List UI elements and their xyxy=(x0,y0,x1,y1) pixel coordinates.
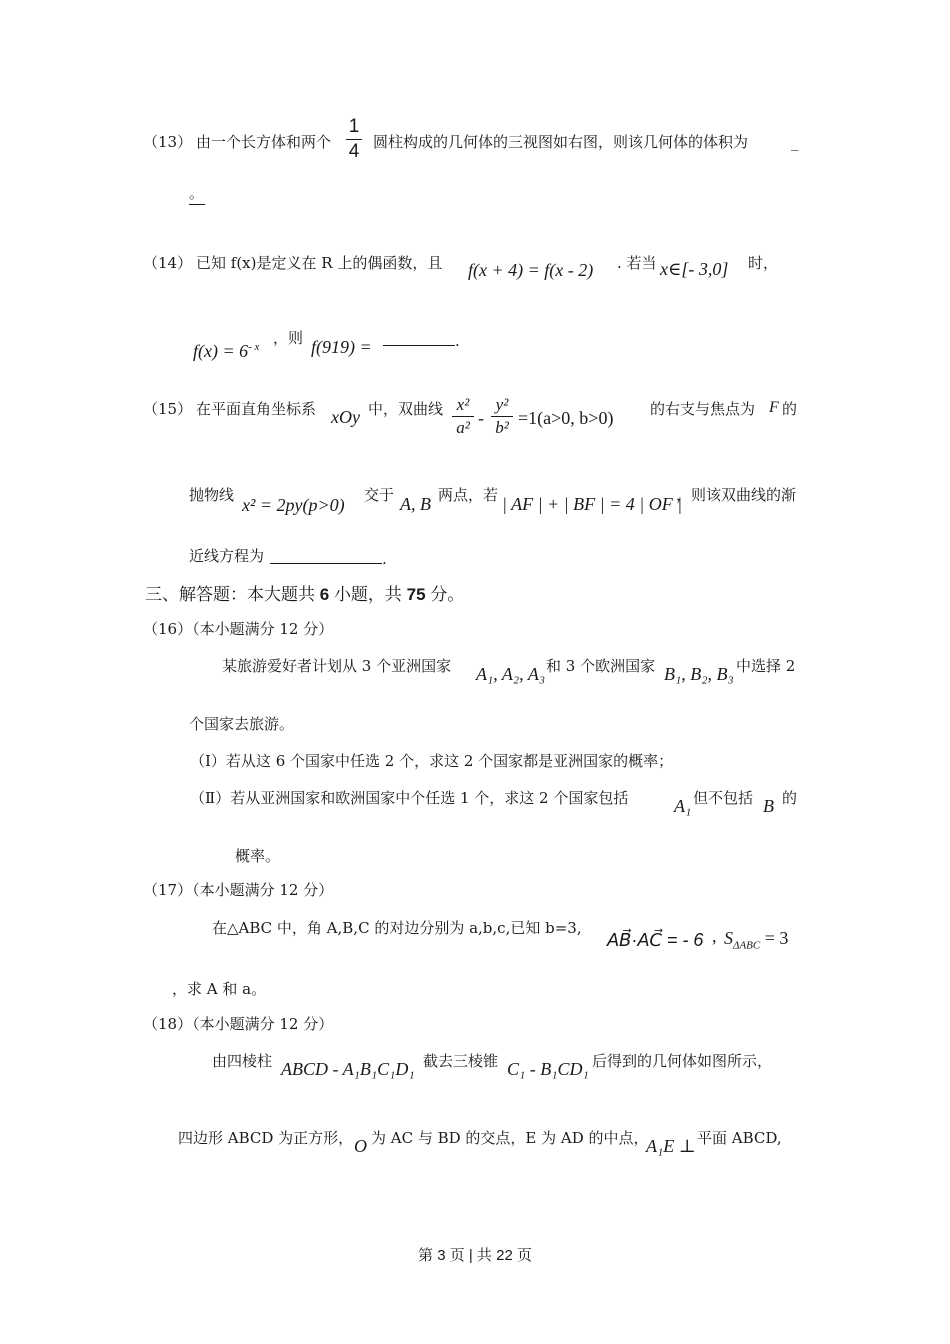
q18-heading: （18）（本小题满分 12 分） xyxy=(143,1015,334,1033)
q16-text-2: 和 3 个欧洲国家 xyxy=(546,657,656,675)
section-3-title-c: 分。 xyxy=(430,585,465,604)
q15-text-3: 的右支与焦点为 xyxy=(650,400,756,418)
q15-fy-bar xyxy=(491,416,513,417)
q14-answer-line xyxy=(383,330,460,352)
q14-math-4: f(919) = xyxy=(311,337,372,357)
q15-math-F: F xyxy=(769,399,779,416)
q16-part-2-A1: A₁ xyxy=(674,796,692,816)
footer-c: 页 xyxy=(516,1247,532,1264)
q16-part-2b: 但不包括 xyxy=(693,789,754,807)
q15-number: （15） xyxy=(143,400,193,418)
q15-fraction-y xyxy=(491,395,513,438)
q16-heading: （16）（本小题满分 12 分） xyxy=(143,620,334,638)
q15-text-6: 两点，若 xyxy=(438,486,499,504)
section-3-title-b: 小题，共 xyxy=(333,585,402,604)
q16-part-2d: 概率。 xyxy=(235,847,281,865)
q14-math-3-base: f(x) = 6 xyxy=(193,341,249,361)
q18-text-6: 平面 ABCD, xyxy=(697,1129,782,1147)
q18-text-3: 后得到的几何体如图所示， xyxy=(592,1052,773,1070)
q18-text-5: 为 AC 与 BD 的交点，E 为 AD 的中点， xyxy=(371,1129,649,1147)
q15-fy-den: b² xyxy=(495,418,509,437)
q14-math-1: f(x + 4) = f(x - 2) xyxy=(468,260,594,280)
q17-area-val: = 3 xyxy=(764,928,789,948)
q18-math-O: O xyxy=(354,1136,367,1156)
q14-number: （14） xyxy=(143,254,193,272)
q15-math-AB: A, B xyxy=(400,494,431,514)
q16-part-1: （Ⅰ）若从这 6 个国家中任选 2 个，求这 2 个国家都是亚洲国家的概率； xyxy=(190,752,674,770)
q14-answer-blank xyxy=(383,335,455,346)
q13-text-2: 圆柱构成的几何体的三视图如右图，则该几何体的体积为 xyxy=(373,133,749,151)
q15-fraction-x xyxy=(452,395,474,438)
q15-fx-num: x² xyxy=(456,395,470,414)
q16-part-2a: （Ⅱ）若从亚洲国家和欧洲国家中个任选 1 个，求这 2 个国家包括 xyxy=(190,789,629,807)
q13-answer-blank xyxy=(189,182,205,205)
footer-b: 页 | 共 xyxy=(449,1247,492,1264)
q15-math-parabola: x² = 2py(p>0) xyxy=(242,495,345,515)
section-3-title-a: 三、解答题：本大题共 xyxy=(145,585,315,604)
q14-text-1: 已知 f(x)是定义在 R 上的偶函数，且 xyxy=(196,254,443,272)
q15-answer-blank xyxy=(270,545,382,564)
q18-math-prism: ABCD - A₁B₁C₁D₁ xyxy=(281,1059,415,1079)
q13-number: （13） xyxy=(143,133,193,151)
q17-text-1: 在△ABC 中，角 A,B,C 的对边分别为 a,b,c,已知 b=3, xyxy=(212,919,582,937)
q15-answer-line xyxy=(270,545,387,570)
q18-text-2: 截去三棱锥 xyxy=(423,1052,499,1070)
q13-tail xyxy=(189,182,205,205)
q13-fraction xyxy=(346,116,362,163)
q14-text-3: 时， xyxy=(748,254,779,272)
q17-sep: , xyxy=(712,926,717,946)
section-3-title xyxy=(145,580,464,605)
q16-set-A: A₁, A₂, A₃ xyxy=(476,664,546,684)
q15-text-4: 抛物线 xyxy=(189,486,235,504)
q14-tail: . xyxy=(455,332,460,350)
q15-text-1: 在平面直角坐标系 xyxy=(196,400,317,418)
q13-frac-bar xyxy=(346,139,362,140)
q14-text-4: ，则 xyxy=(273,329,304,347)
q16-set-B: B₁, B₂, B₃ xyxy=(664,664,734,684)
q15-math-xoy: xOy xyxy=(331,407,360,427)
q13-blank-end: _ xyxy=(791,133,799,151)
q14-math-3 xyxy=(193,335,259,363)
q16-part-2c: 的 xyxy=(782,789,798,807)
q16-text-4: 个国家去旅游。 xyxy=(189,715,295,733)
footer-page: 3 xyxy=(437,1247,446,1264)
q15-text-7: ，则该双曲线的渐 xyxy=(676,486,797,504)
q14-math-3-exp: - x xyxy=(248,341,260,353)
q16-part-2-B1: B xyxy=(763,796,774,816)
q17-math-dot: AB⃗·AC⃗ = - 6 xyxy=(607,930,704,950)
q15-text-2: 中，双曲线 xyxy=(368,400,444,418)
q15-tail: . xyxy=(382,550,387,568)
q16-text-3: 中选择 2 xyxy=(736,657,796,675)
q18-text-4: 四边形 ABCD 为正方形， xyxy=(178,1129,354,1147)
q13-frac-num: 1 xyxy=(348,116,360,137)
q15-fx-den: a² xyxy=(456,418,470,437)
q18-math-pyramid: C₁ - B₁CD₁ xyxy=(507,1059,589,1079)
q14-math-2: x∈[- 3,0] xyxy=(660,259,729,279)
q17-heading: （17）（本小题满分 12 分） xyxy=(143,881,334,899)
q15-minus: - xyxy=(478,408,484,428)
q17-area-S: S xyxy=(724,928,733,948)
q18-text-1: 由四棱柱 xyxy=(212,1052,273,1070)
q13-text-1: 由一个长方体和两个 xyxy=(196,133,332,151)
q13-frac-den: 4 xyxy=(348,141,360,162)
q15-text-5: 交于 xyxy=(364,486,395,504)
q16-text-1: 某旅游爱好者计划从 3 个亚洲国家 xyxy=(222,657,452,675)
q18-math-perp: A₁E ⊥ xyxy=(646,1136,696,1156)
q15-fx-bar xyxy=(452,416,474,417)
section-3-count: 6 xyxy=(319,585,330,604)
q17-text-2: ，求 A 和 a。 xyxy=(172,980,267,998)
q17-math-area xyxy=(724,926,788,958)
q15-fy-num: y² xyxy=(495,395,509,414)
q15-text-8: 近线方程为 xyxy=(189,547,265,565)
q15-math-abs: | AF | + | BF | = 4 | OF | xyxy=(502,494,683,514)
q17-area-sub: ΔABC xyxy=(733,939,761,952)
page-footer xyxy=(0,1244,950,1265)
q15-text-3b: 的 xyxy=(782,400,798,418)
footer-a: 第 xyxy=(418,1247,434,1264)
q14-text-2: . 若当 xyxy=(617,254,657,272)
footer-total: 22 xyxy=(496,1247,513,1264)
q15-condition: =1(a>0, b>0) xyxy=(518,408,614,428)
q13-tail-mark: 。 xyxy=(189,184,205,202)
section-3-score: 75 xyxy=(406,585,426,604)
